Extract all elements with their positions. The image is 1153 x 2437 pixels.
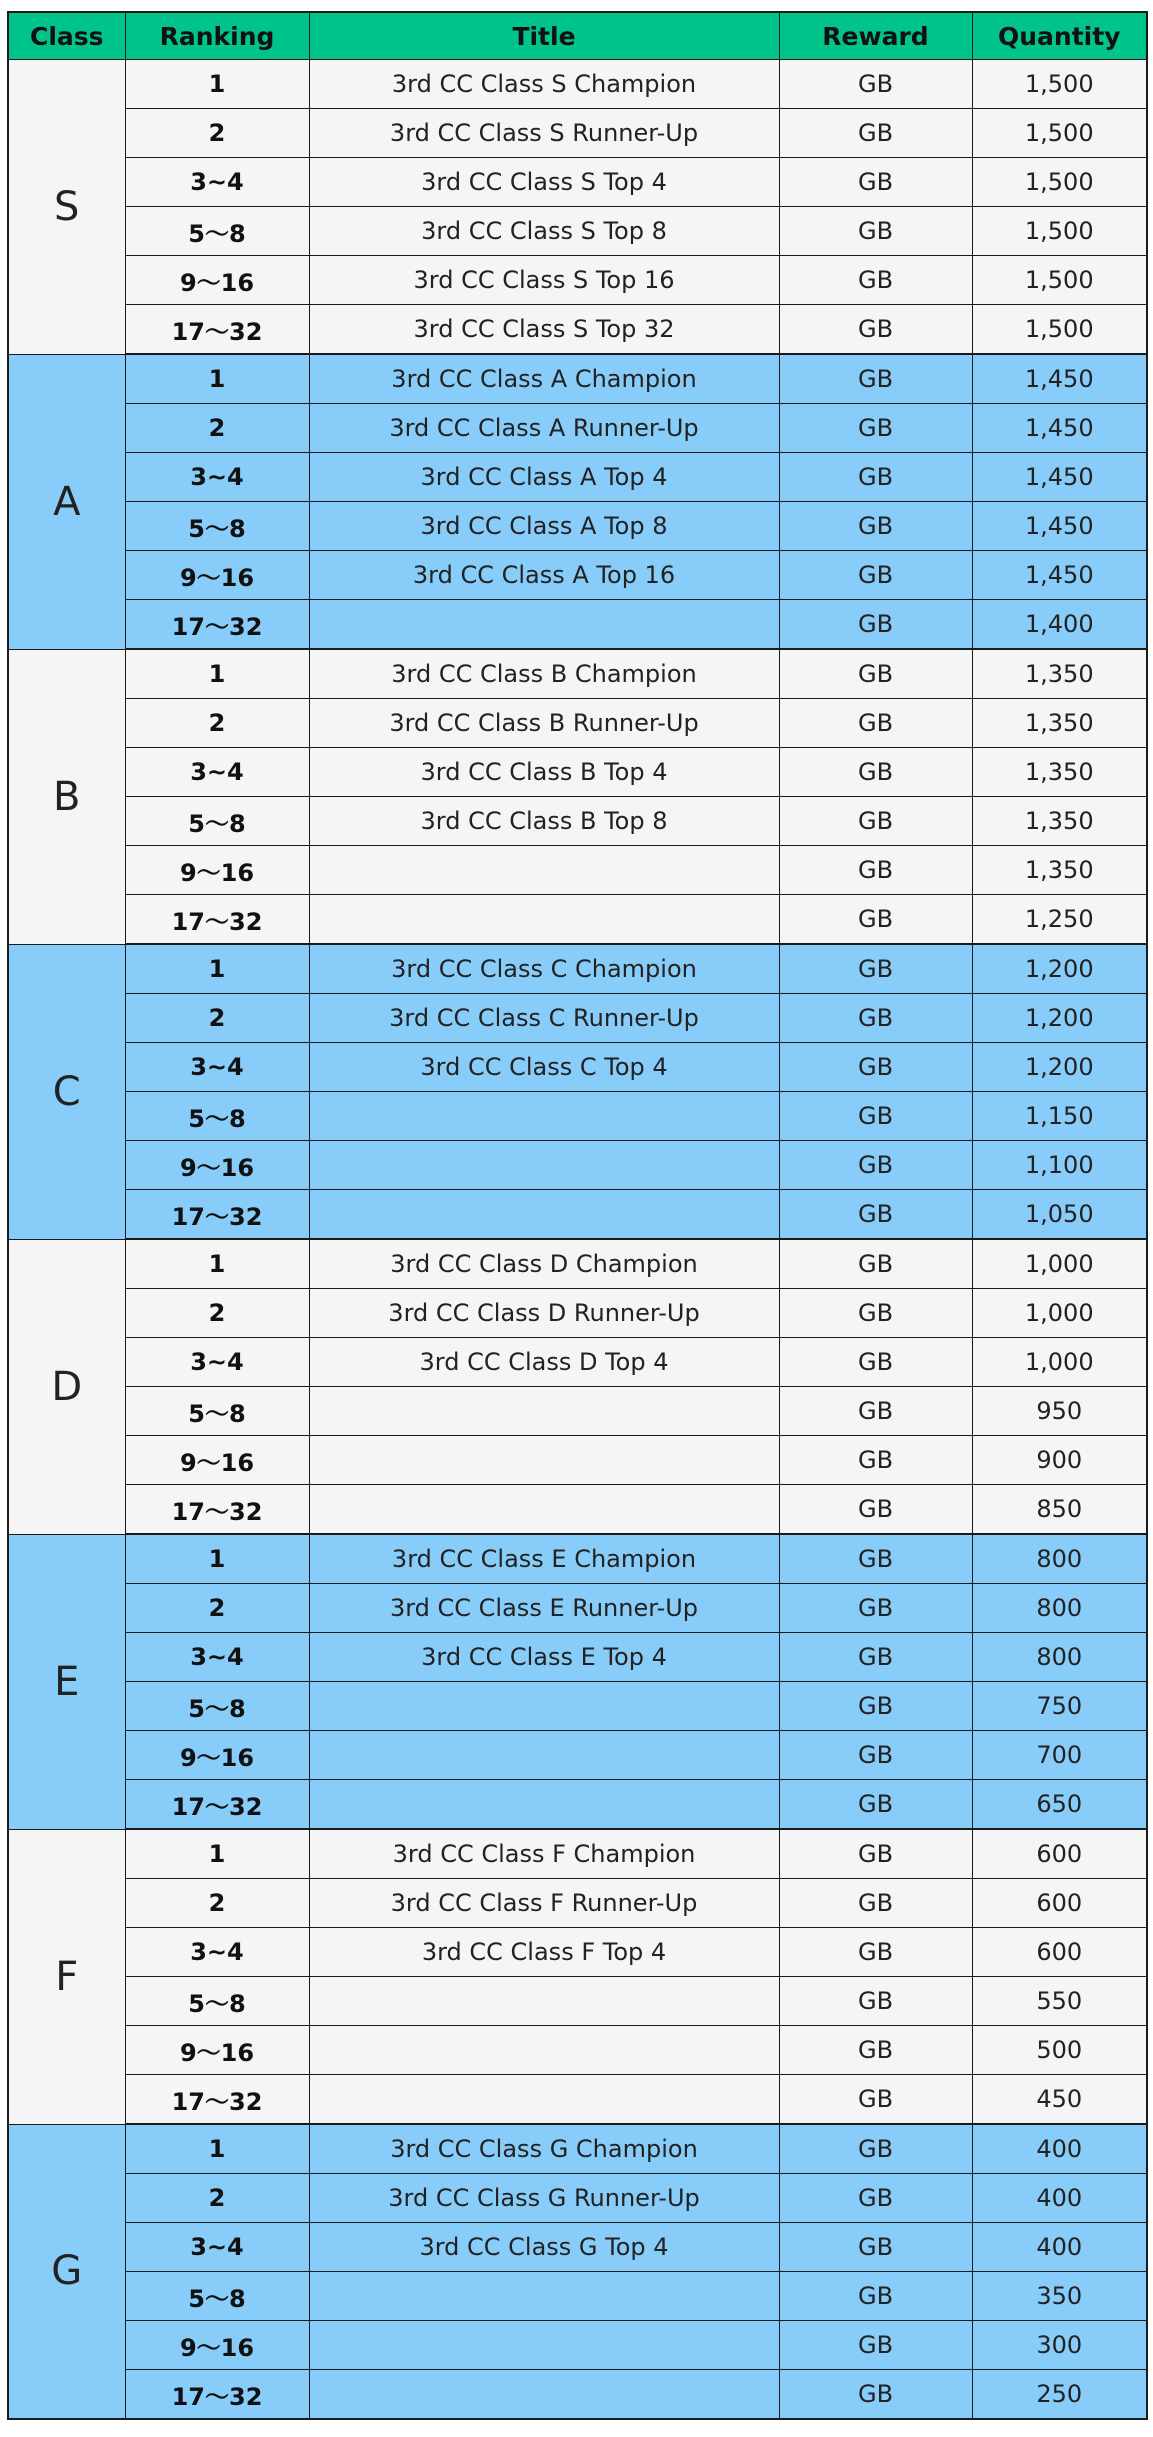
quantity-cell: 1,400 [972,600,1147,650]
title-cell: 3rd CC Class E Runner-Up [309,1584,779,1633]
header-title: Title [309,12,779,60]
reward-cell: GB [779,354,972,404]
quantity-cell: 1,450 [972,453,1147,502]
ranking-cell: 2 [125,1879,309,1928]
title-cell [309,2272,779,2321]
reward-cell: GB [779,1829,972,1879]
table-row [8,2174,1147,2223]
reward-cell: GB [779,1780,972,1830]
quantity-cell: 1,200 [972,944,1147,994]
reward-cell: GB [779,158,972,207]
quantity-cell: 1,500 [972,305,1147,355]
reward-cell: GB [779,60,972,109]
rewards-table [7,11,1148,2420]
title-cell: 3rd CC Class G Top 4 [309,2223,779,2272]
class-cell: B [8,649,125,944]
reward-cell: GB [779,1534,972,1584]
ranking-cell: 1 [125,1534,309,1584]
reward-cell: GB [779,551,972,600]
reward-cell: GB [779,1141,972,1190]
title-cell: 3rd CC Class G Runner-Up [309,2174,779,2223]
quantity-cell: 1,000 [972,1338,1147,1387]
reward-cell: GB [779,2223,972,2272]
quantity-cell: 1,350 [972,649,1147,699]
ranking-cell: 5〜8 [125,1977,309,2026]
quantity-cell: 800 [972,1633,1147,1682]
ranking-cell: 5〜8 [125,1387,309,1436]
title-cell [309,1682,779,1731]
ranking-cell: 9〜16 [125,846,309,895]
title-cell: 3rd CC Class E Top 4 [309,1633,779,1682]
reward-cell: GB [779,1387,972,1436]
quantity-cell: 400 [972,2223,1147,2272]
table-row [8,1731,1147,1780]
table-row [8,600,1147,650]
title-cell: 3rd CC Class A Top 8 [309,502,779,551]
quantity-cell: 1,200 [972,1043,1147,1092]
reward-cell: GB [779,256,972,305]
title-cell: 3rd CC Class C Runner-Up [309,994,779,1043]
table-row [8,944,1147,994]
ranking-cell: 2 [125,1584,309,1633]
table-row [8,2124,1147,2174]
ranking-cell: 1 [125,1239,309,1289]
title-cell: 3rd CC Class D Top 4 [309,1338,779,1387]
ranking-cell: 1 [125,2124,309,2174]
title-cell: 3rd CC Class B Top 4 [309,748,779,797]
table-row [8,895,1147,945]
table-row [8,1043,1147,1092]
quantity-cell: 1,450 [972,551,1147,600]
ranking-cell: 17〜32 [125,895,309,945]
reward-cell: GB [779,649,972,699]
quantity-cell: 1,450 [972,404,1147,453]
reward-cell: GB [779,1682,972,1731]
reward-cell: GB [779,1190,972,1240]
table-row [8,699,1147,748]
reward-cell: GB [779,404,972,453]
ranking-cell: 2 [125,1289,309,1338]
quantity-cell: 300 [972,2321,1147,2370]
table-row [8,109,1147,158]
reward-cell: GB [779,1338,972,1387]
ranking-cell: 3~4 [125,1633,309,1682]
reward-cell: GB [779,453,972,502]
title-cell [309,2075,779,2125]
title-cell [309,895,779,945]
class-cell: F [8,1829,125,2124]
table-row [8,2026,1147,2075]
header-quantity: Quantity [972,12,1147,60]
table-row [8,649,1147,699]
reward-cell: GB [779,797,972,846]
reward-cell: GB [779,2321,972,2370]
quantity-cell: 700 [972,1731,1147,1780]
table-row [8,1190,1147,1240]
quantity-cell: 1,500 [972,109,1147,158]
table-row [8,2370,1147,2420]
ranking-cell: 3~4 [125,1043,309,1092]
reward-cell: GB [779,994,972,1043]
title-cell [309,2026,779,2075]
title-cell: 3rd CC Class S Top 8 [309,207,779,256]
reward-cell: GB [779,2272,972,2321]
title-cell: 3rd CC Class S Top 4 [309,158,779,207]
ranking-cell: 17〜32 [125,2075,309,2125]
header-row [8,12,1147,60]
reward-cell: GB [779,1977,972,2026]
title-cell: 3rd CC Class G Champion [309,2124,779,2174]
reward-cell: GB [779,1043,972,1092]
table-row [8,1092,1147,1141]
class-cell: A [8,354,125,649]
quantity-cell: 400 [972,2124,1147,2174]
reward-cell: GB [779,1092,972,1141]
reward-cell: GB [779,1928,972,1977]
ranking-cell: 1 [125,1829,309,1879]
table-row [8,1928,1147,1977]
reward-cell: GB [779,2075,972,2125]
quantity-cell: 1,500 [972,60,1147,109]
table-row [8,453,1147,502]
quantity-cell: 550 [972,1977,1147,2026]
title-cell [309,846,779,895]
reward-cell: GB [779,699,972,748]
table-row [8,2321,1147,2370]
quantity-cell: 250 [972,2370,1147,2420]
title-cell [309,1436,779,1485]
table-row [8,1829,1147,1879]
table-row [8,404,1147,453]
ranking-cell: 3~4 [125,1928,309,1977]
quantity-cell: 900 [972,1436,1147,1485]
quantity-cell: 1,100 [972,1141,1147,1190]
quantity-cell: 500 [972,2026,1147,2075]
ranking-cell: 1 [125,354,309,404]
table-row [8,256,1147,305]
quantity-cell: 1,500 [972,158,1147,207]
quantity-cell: 800 [972,1534,1147,1584]
ranking-cell: 5〜8 [125,502,309,551]
table-row [8,994,1147,1043]
title-cell [309,1092,779,1141]
reward-cell: GB [779,2174,972,2223]
quantity-cell: 1,350 [972,846,1147,895]
ranking-cell: 9〜16 [125,2026,309,2075]
reward-cell: GB [779,1485,972,1535]
reward-cell: GB [779,1239,972,1289]
header-reward: Reward [779,12,972,60]
ranking-cell: 2 [125,2174,309,2223]
ranking-cell: 1 [125,944,309,994]
quantity-cell: 600 [972,1829,1147,1879]
title-cell: 3rd CC Class B Champion [309,649,779,699]
quantity-cell: 1,000 [972,1239,1147,1289]
title-cell [309,1731,779,1780]
reward-cell: GB [779,1633,972,1682]
ranking-cell: 2 [125,404,309,453]
title-cell: 3rd CC Class C Top 4 [309,1043,779,1092]
quantity-cell: 1,000 [972,1289,1147,1338]
title-cell: 3rd CC Class S Champion [309,60,779,109]
ranking-cell: 17〜32 [125,1780,309,1830]
reward-cell: GB [779,2370,972,2420]
header-ranking: Ranking [125,12,309,60]
table-row [8,502,1147,551]
title-cell [309,1190,779,1240]
title-cell: 3rd CC Class A Top 4 [309,453,779,502]
quantity-cell: 1,250 [972,895,1147,945]
table-row [8,1141,1147,1190]
reward-cell: GB [779,305,972,355]
ranking-cell: 9〜16 [125,1141,309,1190]
ranking-cell: 9〜16 [125,551,309,600]
quantity-cell: 1,150 [972,1092,1147,1141]
rewards-table-container [7,11,1148,2420]
quantity-cell: 1,200 [972,994,1147,1043]
reward-cell: GB [779,944,972,994]
ranking-cell: 1 [125,60,309,109]
ranking-cell: 3~4 [125,1338,309,1387]
reward-cell: GB [779,1584,972,1633]
table-row [8,207,1147,256]
table-row [8,1633,1147,1682]
ranking-cell: 3~4 [125,2223,309,2272]
reward-cell: GB [779,1289,972,1338]
table-row [8,1436,1147,1485]
reward-cell: GB [779,600,972,650]
title-cell: 3rd CC Class A Top 16 [309,551,779,600]
reward-cell: GB [779,502,972,551]
ranking-cell: 17〜32 [125,600,309,650]
quantity-cell: 1,500 [972,207,1147,256]
title-cell: 3rd CC Class F Champion [309,1829,779,1879]
table-row [8,1780,1147,1830]
ranking-cell: 9〜16 [125,1731,309,1780]
ranking-cell: 9〜16 [125,1436,309,1485]
table-row [8,2272,1147,2321]
table-row [8,748,1147,797]
reward-cell: GB [779,1731,972,1780]
table-body [8,60,1147,2420]
class-cell: E [8,1534,125,1829]
table-row [8,797,1147,846]
title-cell [309,1780,779,1830]
reward-cell: GB [779,748,972,797]
reward-cell: GB [779,846,972,895]
quantity-cell: 1,500 [972,256,1147,305]
ranking-cell: 17〜32 [125,1485,309,1535]
ranking-cell: 3~4 [125,453,309,502]
quantity-cell: 600 [972,1879,1147,1928]
table-row [8,1879,1147,1928]
title-cell [309,600,779,650]
quantity-cell: 1,450 [972,502,1147,551]
table-row [8,1584,1147,1633]
title-cell [309,1485,779,1535]
ranking-cell: 3~4 [125,748,309,797]
class-cell: S [8,60,125,355]
table-row [8,1682,1147,1731]
ranking-cell: 17〜32 [125,1190,309,1240]
title-cell [309,2321,779,2370]
table-header [8,12,1147,60]
ranking-cell: 9〜16 [125,2321,309,2370]
quantity-cell: 400 [972,2174,1147,2223]
reward-cell: GB [779,2026,972,2075]
header-class: Class [8,12,125,60]
reward-cell: GB [779,207,972,256]
ranking-cell: 5〜8 [125,207,309,256]
title-cell: 3rd CC Class A Champion [309,354,779,404]
quantity-cell: 1,350 [972,748,1147,797]
reward-cell: GB [779,1436,972,1485]
ranking-cell: 5〜8 [125,797,309,846]
quantity-cell: 950 [972,1387,1147,1436]
title-cell: 3rd CC Class F Runner-Up [309,1879,779,1928]
title-cell [309,1141,779,1190]
title-cell: 3rd CC Class D Champion [309,1239,779,1289]
ranking-cell: 3~4 [125,158,309,207]
ranking-cell: 17〜32 [125,2370,309,2420]
ranking-cell: 2 [125,994,309,1043]
title-cell: 3rd CC Class D Runner-Up [309,1289,779,1338]
table-row [8,551,1147,600]
table-row [8,1239,1147,1289]
quantity-cell: 450 [972,2075,1147,2125]
ranking-cell: 17〜32 [125,305,309,355]
table-row [8,305,1147,355]
title-cell [309,1387,779,1436]
table-row [8,2223,1147,2272]
quantity-cell: 1,450 [972,354,1147,404]
title-cell: 3rd CC Class F Top 4 [309,1928,779,1977]
title-cell [309,1977,779,2026]
ranking-cell: 2 [125,699,309,748]
table-row [8,354,1147,404]
table-row [8,2075,1147,2125]
table-row [8,1485,1147,1535]
title-cell: 3rd CC Class S Runner-Up [309,109,779,158]
quantity-cell: 1,050 [972,1190,1147,1240]
ranking-cell: 5〜8 [125,2272,309,2321]
quantity-cell: 750 [972,1682,1147,1731]
title-cell: 3rd CC Class S Top 32 [309,305,779,355]
quantity-cell: 650 [972,1780,1147,1830]
title-cell: 3rd CC Class A Runner-Up [309,404,779,453]
table-row [8,60,1147,109]
table-row [8,1289,1147,1338]
title-cell [309,2370,779,2420]
title-cell: 3rd CC Class B Top 8 [309,797,779,846]
class-cell: G [8,2124,125,2419]
reward-cell: GB [779,109,972,158]
ranking-cell: 5〜8 [125,1092,309,1141]
ranking-cell: 9〜16 [125,256,309,305]
table-row [8,1387,1147,1436]
table-row [8,158,1147,207]
table-row [8,1338,1147,1387]
ranking-cell: 2 [125,109,309,158]
quantity-cell: 1,350 [972,699,1147,748]
table-row [8,846,1147,895]
quantity-cell: 600 [972,1928,1147,1977]
table-row [8,1534,1147,1584]
quantity-cell: 350 [972,2272,1147,2321]
table-row [8,1977,1147,2026]
reward-cell: GB [779,1879,972,1928]
reward-cell: GB [779,2124,972,2174]
title-cell: 3rd CC Class C Champion [309,944,779,994]
quantity-cell: 800 [972,1584,1147,1633]
ranking-cell: 5〜8 [125,1682,309,1731]
quantity-cell: 850 [972,1485,1147,1535]
title-cell: 3rd CC Class S Top 16 [309,256,779,305]
class-cell: D [8,1239,125,1534]
quantity-cell: 1,350 [972,797,1147,846]
title-cell: 3rd CC Class E Champion [309,1534,779,1584]
ranking-cell: 1 [125,649,309,699]
title-cell: 3rd CC Class B Runner-Up [309,699,779,748]
reward-cell: GB [779,895,972,945]
class-cell: C [8,944,125,1239]
